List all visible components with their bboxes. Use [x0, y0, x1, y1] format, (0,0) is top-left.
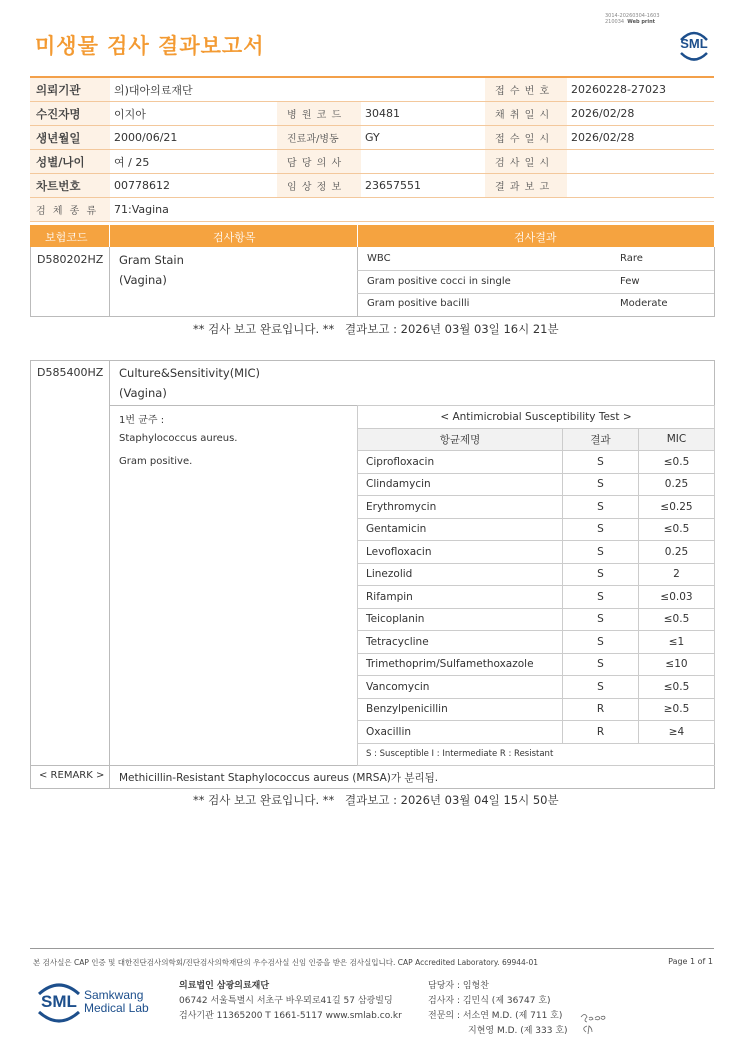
ast-table	[357, 405, 715, 766]
gram-test-name: Gram Stain	[119, 253, 184, 267]
footer-org-info: 의료법인 삼광의료재단 06742 서울특별시 서초구 바우뫼로41길 57 삼광빌딩 검사기관 11365200 T 1661-5117 www.smlab.co.kr	[179, 981, 402, 1021]
ast-legend: S : Susceptible I : Intermediate R : Resistant	[358, 743, 715, 766]
gram-specimen: (Vagina)	[119, 273, 167, 287]
collection-date-value: 2026/02/28	[567, 102, 714, 126]
ast-row	[358, 631, 715, 654]
ast-row	[358, 473, 715, 496]
ast-drug-result: S	[563, 608, 639, 631]
birthdate-value: 2000/06/21	[110, 126, 277, 150]
ast-drug-name: Vancomycin	[358, 676, 563, 699]
ast-drug-result: S	[563, 631, 639, 654]
ast-drug-mic: ≤1	[639, 631, 715, 654]
samkwang-logo: SML Samkwang Medical Lab	[36, 980, 156, 1020]
receipt-no-value: 20260228-27023	[567, 77, 714, 102]
ast-drug-name: Linezolid	[358, 563, 563, 586]
ast-row	[358, 676, 715, 699]
culture-complete-note: ** 검사 보고 완료입니다. **	[193, 793, 335, 807]
label-physician: 담 당 의 사	[277, 150, 361, 174]
ast-drug-result: S	[563, 473, 639, 496]
ast-drug-name: Oxacillin	[358, 721, 563, 744]
ast-drug-mic: 0.25	[639, 541, 715, 564]
chart-no-value: 00778612	[110, 174, 277, 198]
cap-certification: 본 검사실은 CAP 인증 및 대한진단검사의학회/진단검사의학재단의 우수검사실 신임 인증을 받은 검사실입니다. CAP Accredited Laboratory. 69944-01	[33, 958, 539, 967]
gram-code: D580202HZ	[37, 253, 104, 266]
ast-drug-result: S	[563, 586, 639, 609]
ast-drug-mic: ≤0.03	[639, 586, 715, 609]
label-chart-no: 차트번호	[30, 174, 110, 198]
label-clinical-info: 임 상 정 보	[277, 174, 361, 198]
ast-row	[358, 721, 715, 744]
ast-drug-name: Clindamycin	[358, 473, 563, 496]
col-test-item: 검사항목	[213, 231, 256, 244]
ast-row	[358, 518, 715, 541]
label-patient-name: 수진자명	[30, 102, 110, 126]
ast-drug-name: Rifampin	[358, 586, 563, 609]
ast-drug-mic: ≤0.5	[639, 676, 715, 699]
strain-label: 1번 균주 :	[119, 415, 165, 426]
label-receipt-date: 접 수 일 시	[485, 126, 567, 150]
gram-report-time: 결과보고 : 2026년 03월 03일 16시 21분	[345, 322, 559, 336]
report-title: 미생물 검사 결과보고서	[35, 34, 265, 58]
ast-drug-name: Gentamicin	[358, 518, 563, 541]
remark-label: < REMARK >	[39, 770, 105, 781]
ast-drug-name: Teicoplanin	[358, 608, 563, 631]
gram-result-name: Gram positive bacilli	[367, 298, 470, 309]
gram-result-value: Moderate	[620, 298, 668, 309]
report-date-value	[567, 174, 714, 198]
hospital-code-value: 30481	[361, 102, 485, 126]
sml-logo: SML	[676, 28, 712, 64]
ast-row	[358, 451, 715, 474]
label-birthdate: 생년월일	[30, 126, 110, 150]
physician-value	[361, 150, 485, 174]
ast-drug-result: S	[563, 676, 639, 699]
ast-row	[358, 563, 715, 586]
ast-drug-mic: ≤0.5	[639, 608, 715, 631]
ast-title: < Antimicrobial Susceptibility Test >	[358, 406, 715, 429]
ast-drug-result: R	[563, 721, 639, 744]
patient-name-value: 이지아	[110, 102, 277, 126]
ast-row	[358, 496, 715, 519]
ast-col-result: 결과	[563, 428, 639, 451]
col-test-result: 검사결과	[514, 231, 557, 244]
ast-drug-mic: ≤0.5	[639, 518, 715, 541]
label-department: 진료과/병동	[277, 126, 361, 150]
ast-drug-mic: ≤0.25	[639, 496, 715, 519]
ast-drug-result: S	[563, 653, 639, 676]
page-number: Page 1 of 1	[668, 957, 713, 966]
gram-result-value: Few	[620, 276, 640, 287]
ast-drug-mic: ≤0.5	[639, 451, 715, 474]
ast-drug-result: S	[563, 563, 639, 586]
ast-row	[358, 608, 715, 631]
gram-complete-note: ** 검사 보고 완료입니다. **	[193, 322, 335, 336]
signature	[578, 1008, 608, 1038]
label-report-date: 결 과 보 고	[485, 174, 567, 198]
document-code: 3014-20260304-1603 210034 Web print	[605, 13, 660, 25]
ast-drug-mic: ≤10	[639, 653, 715, 676]
ast-row	[358, 541, 715, 564]
ast-drug-result: R	[563, 698, 639, 721]
culture-test-name: Culture&Sensitivity(MIC)	[119, 366, 261, 380]
footer-divider	[30, 948, 714, 949]
test-date-value	[567, 150, 714, 174]
organism-name: Staphylococcus aureus.	[119, 433, 238, 444]
ast-drug-name: Benzylpenicillin	[358, 698, 563, 721]
label-collection-date: 채 취 일 시	[485, 102, 567, 126]
specimen-value: 71:Vagina	[110, 198, 714, 222]
clinical-info-value: 23657551	[361, 174, 485, 198]
label-receipt-no: 접 수 번 호	[485, 77, 567, 102]
ast-col-drug: 항균제명	[358, 428, 563, 451]
ast-row	[358, 653, 715, 676]
ast-drug-mic: ≥0.5	[639, 698, 715, 721]
ast-drug-name: Tetracycline	[358, 631, 563, 654]
remark-text: Methicillin-Resistant Staphylococcus aureus (MRSA)가 분리됨.	[119, 772, 439, 784]
results-grid-header	[30, 225, 714, 247]
label-hospital-code: 병 원 코 드	[277, 102, 361, 126]
organism-gram: Gram positive.	[119, 456, 193, 467]
ast-drug-mic: 2	[639, 563, 715, 586]
ast-drug-result: S	[563, 496, 639, 519]
gram-result-value: Rare	[620, 253, 643, 264]
ast-row	[358, 698, 715, 721]
culture-report-time: 결과보고 : 2026년 03월 04일 15시 50분	[345, 793, 559, 807]
ast-row	[358, 586, 715, 609]
col-insurance-code: 보험코드	[45, 231, 88, 244]
ast-drug-result: S	[563, 451, 639, 474]
culture-specimen: (Vagina)	[119, 386, 167, 400]
ast-drug-name: Erythromycin	[358, 496, 563, 519]
culture-code: D585400HZ	[37, 366, 104, 379]
ast-drug-mic: ≥4	[639, 721, 715, 744]
ast-drug-result: S	[563, 541, 639, 564]
label-requester: 의뢰기관	[30, 77, 110, 102]
gram-result-name: WBC	[367, 253, 391, 264]
ast-drug-name: Trimethoprim/Sulfamethoxazole	[358, 653, 563, 676]
department-value: GY	[361, 126, 485, 150]
ast-drug-name: Ciprofloxacin	[358, 451, 563, 474]
ast-drug-mic: 0.25	[639, 473, 715, 496]
gram-result-name: Gram positive cocci in single	[367, 276, 511, 287]
footer-staff: 담당자 : 임형찬 검사자 : 김민식 (제 36747 호) 전문의 : 서소연 M.D. (제 711 호) 지현영 M.D. (제 333 호)	[428, 981, 568, 1036]
sex-age-value: 여 / 25	[110, 150, 277, 174]
requester-value: 의)대아의료재단	[110, 77, 485, 102]
ast-drug-result: S	[563, 518, 639, 541]
label-sex-age: 성별/나이	[30, 150, 110, 174]
patient-info-table	[30, 76, 714, 222]
label-specimen: 검 체 종 류	[30, 198, 110, 222]
ast-drug-name: Levofloxacin	[358, 541, 563, 564]
receipt-date-value: 2026/02/28	[567, 126, 714, 150]
ast-col-mic: MIC	[639, 428, 715, 451]
label-test-date: 검 사 일 시	[485, 150, 567, 174]
